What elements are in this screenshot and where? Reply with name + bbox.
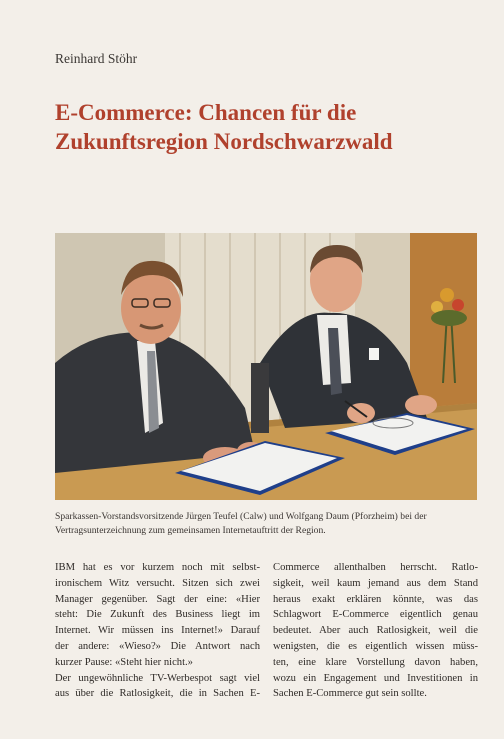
right-text-column bbox=[273, 560, 478, 702]
photo-caption bbox=[55, 510, 479, 537]
text-line: ironischem Witz versucht. Sitzen sich zwei bbox=[55, 577, 260, 589]
text-line: Commerce allenthalben herrscht. Ratlo- bbox=[273, 562, 478, 573]
text-line: sigkeit, weil kaum jemand aus dem Stand bbox=[273, 577, 478, 589]
text-line: aus über die Ratlosigkeit, die in Sachen E- bbox=[55, 688, 260, 700]
text-line: IBM hat es vor kurzem noch mit selbst- bbox=[55, 562, 260, 573]
left-text-column bbox=[55, 560, 260, 702]
text-line: der andere: «Wieso?» Die Antwort nach bbox=[55, 640, 260, 652]
text-line: Manager gegenüber. Sagt der eine: «Hier bbox=[55, 593, 260, 605]
text-line: Sachen E-Commerce gut sein sollte. bbox=[273, 688, 427, 700]
text-line: Schlagwort E-Commerce eigentlich genau bbox=[273, 609, 478, 621]
text-line: kurzer Pause: «Steht hier nicht.» bbox=[55, 656, 193, 668]
article-photo bbox=[55, 233, 477, 500]
text-line: bedeutet. Aber auch Ratlosigkeit, weil die bbox=[273, 625, 478, 637]
text-line: Internet. Wir müssen ins Internet!» Darauf bbox=[55, 625, 260, 637]
title-line: E-Commerce: Chancen für die bbox=[55, 100, 357, 125]
text-line: steht: Die Zukunft des Business liegt im bbox=[55, 609, 260, 621]
text-line: ten, eine klare Vorstellung davon haben, bbox=[273, 656, 478, 668]
author-name: Reinhard Stöhr bbox=[55, 51, 138, 66]
caption-line: Vertragsunterzeichnung zum gemeinsamen Internetauftritt der Region. bbox=[55, 524, 326, 536]
text-line: heraus exakt erklären könnte, was das bbox=[273, 593, 478, 605]
title-line: Zukunftsregion Nordschwarzwald bbox=[55, 129, 393, 154]
text-line: wenigsten, die es eigentlich wissen müss- bbox=[273, 640, 478, 652]
article-title bbox=[55, 98, 475, 156]
text-line: Der ungewöhnliche TV-Werbespot sagt viel bbox=[55, 672, 260, 684]
caption-line: Sparkassen-Vorstandsvorsitzende Jürgen Teufel (Calw) und Wolfgang Daum (Pforzheim) bei der bbox=[55, 511, 427, 522]
text-line: wozu ein Engagement und Investitionen in bbox=[273, 672, 478, 684]
